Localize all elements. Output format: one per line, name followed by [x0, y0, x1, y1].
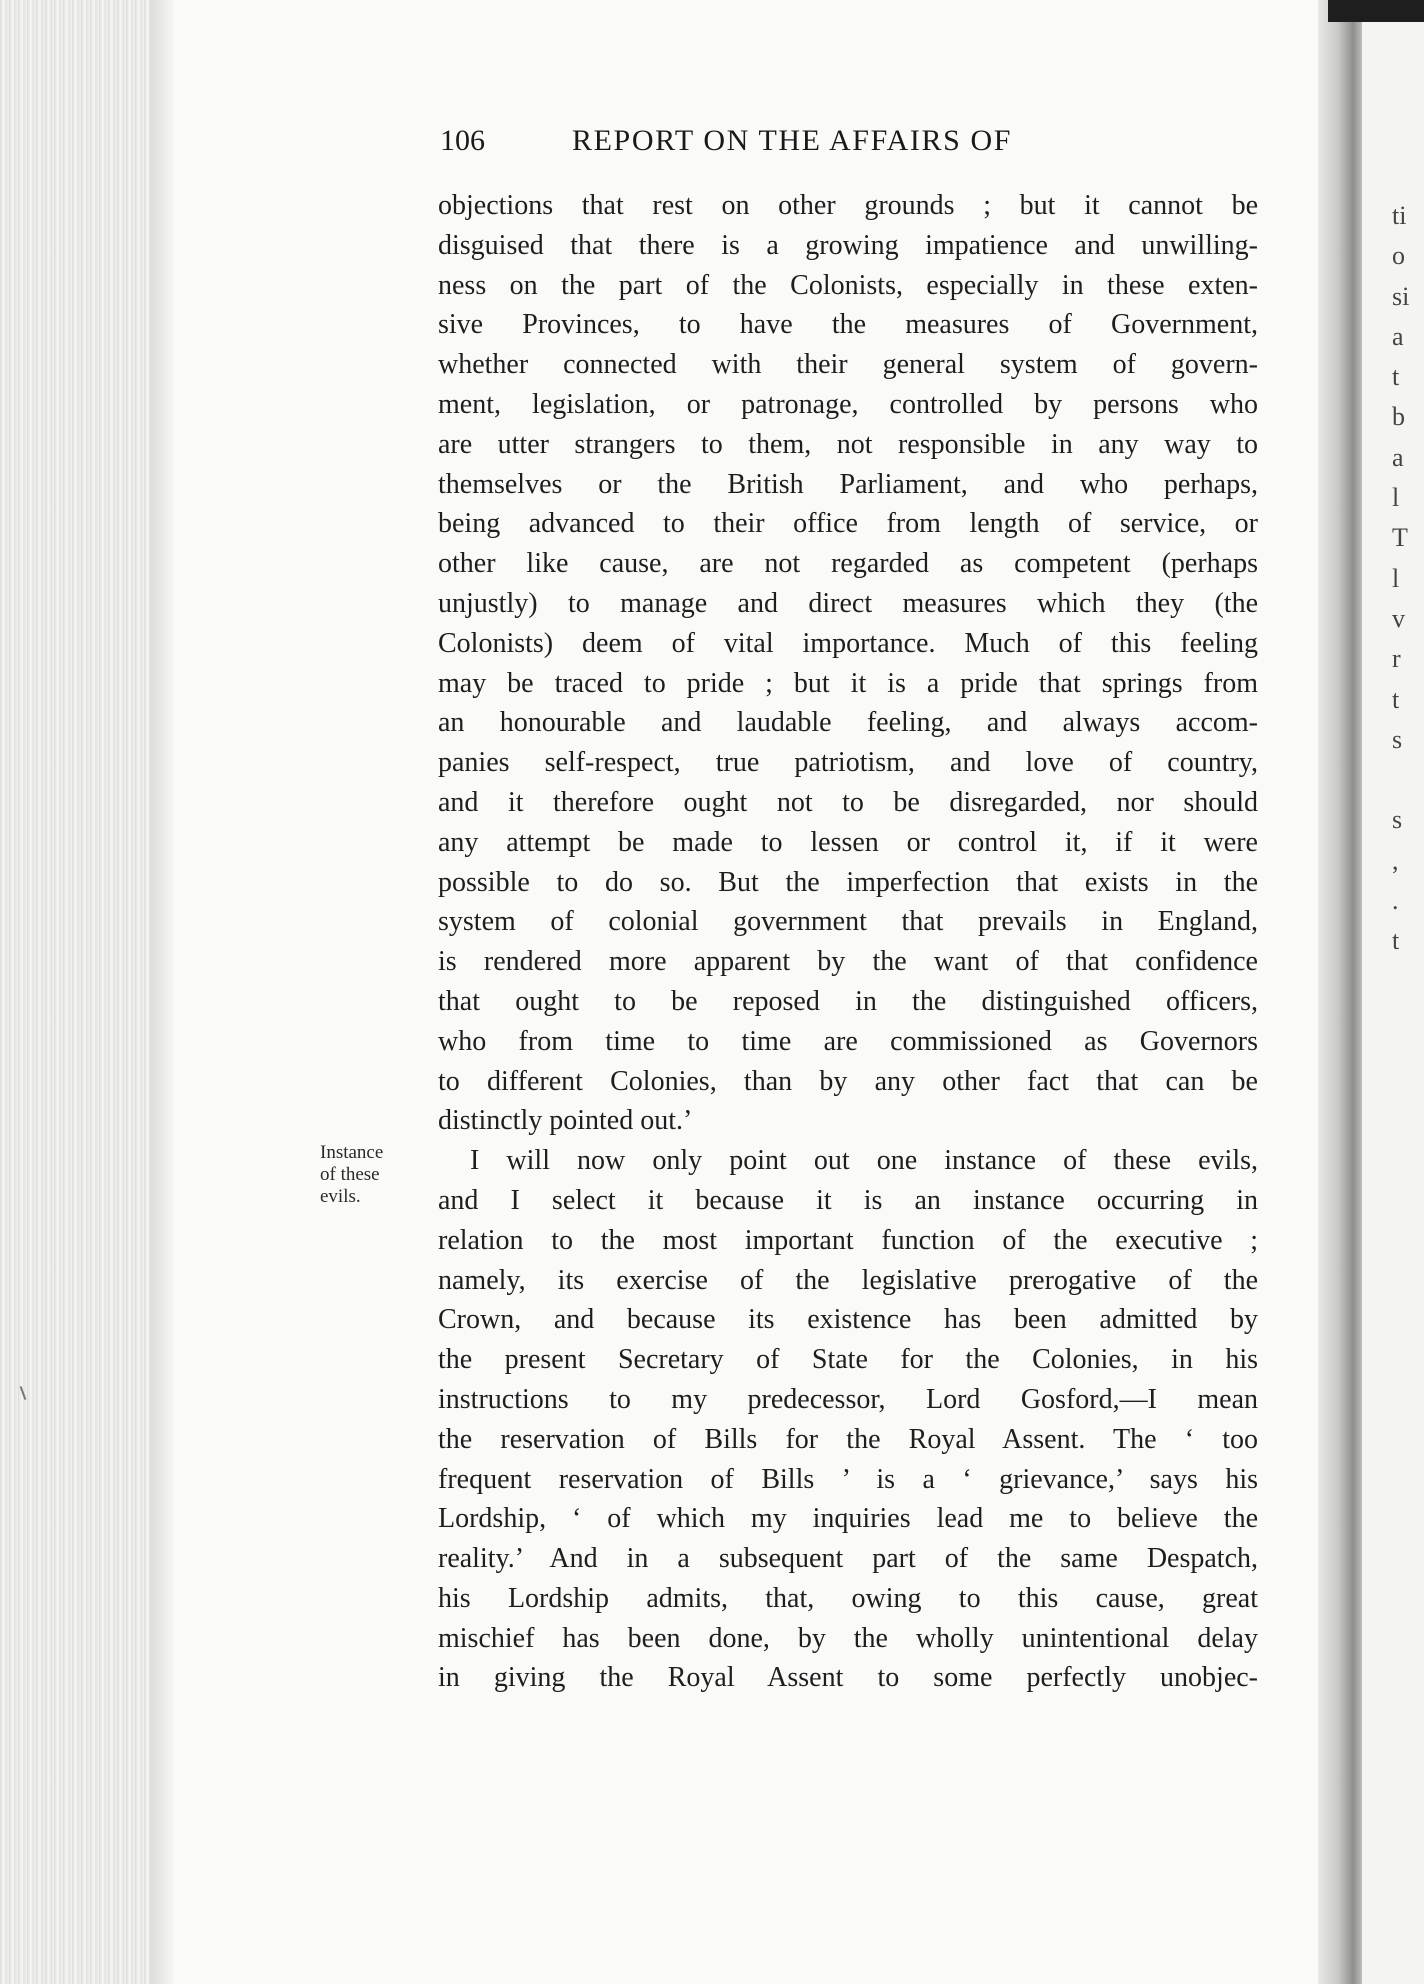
- text-line: whether connected with their general system of govern-: [438, 349, 1258, 381]
- text-line: unjustly) to manage and direct measures which they (the: [438, 587, 1258, 619]
- text-line: reality.’ And in a subsequent part of the same Despatch,: [438, 1543, 1258, 1575]
- margin-sidenote: [320, 1142, 420, 1208]
- page-block-edges: [0, 0, 152, 1984]
- facing-page-fragment: [1392, 760, 1424, 800]
- facing-page-fragment: a: [1392, 442, 1404, 472]
- facing-page-fragment: t: [1392, 684, 1400, 714]
- text-line: disguised that there is a growing impatience and unwilling-: [438, 229, 1258, 261]
- page-header: [440, 118, 1260, 164]
- body-text: [438, 186, 1258, 1698]
- facing-page-fragment: a: [1392, 321, 1404, 351]
- facing-page-fragment: o: [1392, 241, 1405, 271]
- text-line: distinctly pointed out.’: [438, 1105, 693, 1137]
- sidenote-line: of these: [320, 1164, 380, 1185]
- text-line: objections that rest on other grounds ; but it cannot be: [438, 190, 1258, 221]
- text-line: being advanced to their office from length of service, or: [438, 508, 1258, 540]
- text-line: other like cause, are not regarded as competent (perhaps: [438, 548, 1258, 580]
- text-line: namely, its exercise of the legislative prerogative of the: [438, 1264, 1258, 1296]
- text-line: the present Secretary of State for the Colonies, in his: [438, 1344, 1258, 1376]
- text-line: and I select it because it is an instance occurring in: [438, 1184, 1258, 1216]
- text-line: ment, legislation, or patronage, controlled by persons who: [438, 388, 1258, 420]
- book-gutter-shadow: [1318, 0, 1362, 1984]
- text-line: and it therefore ought not to be disregarded, nor should: [438, 786, 1258, 818]
- facing-page-fragment: b: [1392, 402, 1405, 432]
- text-line: to different Colonies, than by any other fact that can be: [438, 1065, 1258, 1097]
- facing-page-fragment: ti: [1392, 201, 1407, 230]
- text-line: frequent reservation of Bills ’ is a ‘ grievance,’ says his: [438, 1463, 1258, 1495]
- facing-page-fragment: T: [1392, 523, 1408, 553]
- text-line: relation to the most important function of the executive ;: [438, 1224, 1258, 1256]
- text-line: Lordship, ‘ of which my inquiries lead me to believe the: [438, 1503, 1258, 1535]
- facing-page-fragment: l: [1392, 483, 1400, 513]
- sidenote-line: evils.: [320, 1186, 361, 1207]
- scanner-bar: [1328, 0, 1424, 22]
- facing-page-fragment: v: [1392, 603, 1405, 633]
- facing-page-fragment: s: [1392, 724, 1403, 754]
- text-line: panies self-respect, true patriotism, and love of country,: [438, 747, 1258, 779]
- text-line: possible to do so. But the imperfection that exists in the: [438, 866, 1258, 898]
- text-line: ness on the part of the Colonists, especially in these exten-: [438, 269, 1258, 301]
- facing-page-fragment: ,: [1392, 845, 1399, 875]
- sidenote-line: Instance: [320, 1142, 384, 1163]
- facing-page-fragment: s: [1392, 805, 1403, 835]
- text-line: any attempt be made to lessen or control it, if it were: [438, 826, 1258, 858]
- facing-page-fragment: t: [1392, 362, 1400, 392]
- facing-page-text-fragments: [1392, 196, 1424, 962]
- facing-page-fragment: r: [1392, 644, 1401, 674]
- text-line: system of colonial government that prevails in England,: [438, 906, 1258, 938]
- text-line: sive Provinces, to have the measures of Government,: [438, 309, 1258, 341]
- running-head: REPORT ON THE AFFAIRS OF: [572, 124, 1013, 157]
- text-line: are utter strangers to them, not responsible in any way to: [438, 428, 1258, 460]
- text-line: themselves or the British Parliament, and who perhaps,: [438, 468, 1258, 500]
- text-line: mischief has been done, by the wholly unintentional delay: [438, 1622, 1258, 1654]
- facing-page-fragment: si: [1392, 281, 1410, 311]
- page-number: 106: [440, 124, 485, 157]
- text-line: may be traced to pride ; but it is a pride that springs from: [438, 667, 1258, 699]
- text-line: is rendered more apparent by the want of that confidence: [438, 946, 1258, 978]
- text-line: instructions to my predecessor, Lord Gosford,—I mean: [438, 1383, 1258, 1415]
- text-line: that ought to be reposed in the distinguished officers,: [438, 985, 1258, 1017]
- facing-page-fragment: .: [1392, 886, 1399, 916]
- facing-page-fragment: t: [1392, 926, 1400, 956]
- text-line: an honourable and laudable feeling, and always accom-: [438, 707, 1258, 739]
- text-line: his Lordship admits, that, owing to this cause, great: [438, 1582, 1258, 1614]
- facing-page-fragment: l: [1392, 563, 1400, 593]
- text-line: Colonists) deem of vital importance. Much of this feeling: [438, 627, 1258, 659]
- text-line: in giving the Royal Assent to some perfectly unobjec-: [438, 1662, 1258, 1694]
- text-line: the reservation of Bills for the Royal Assent. The ‘ too: [438, 1423, 1258, 1455]
- text-line: who from time to time are commissioned as Governors: [438, 1025, 1258, 1057]
- paragraph-start-line: I will now only point out one instance of these evils,: [470, 1145, 1258, 1177]
- text-line: Crown, and because its existence has been admitted by: [438, 1304, 1258, 1336]
